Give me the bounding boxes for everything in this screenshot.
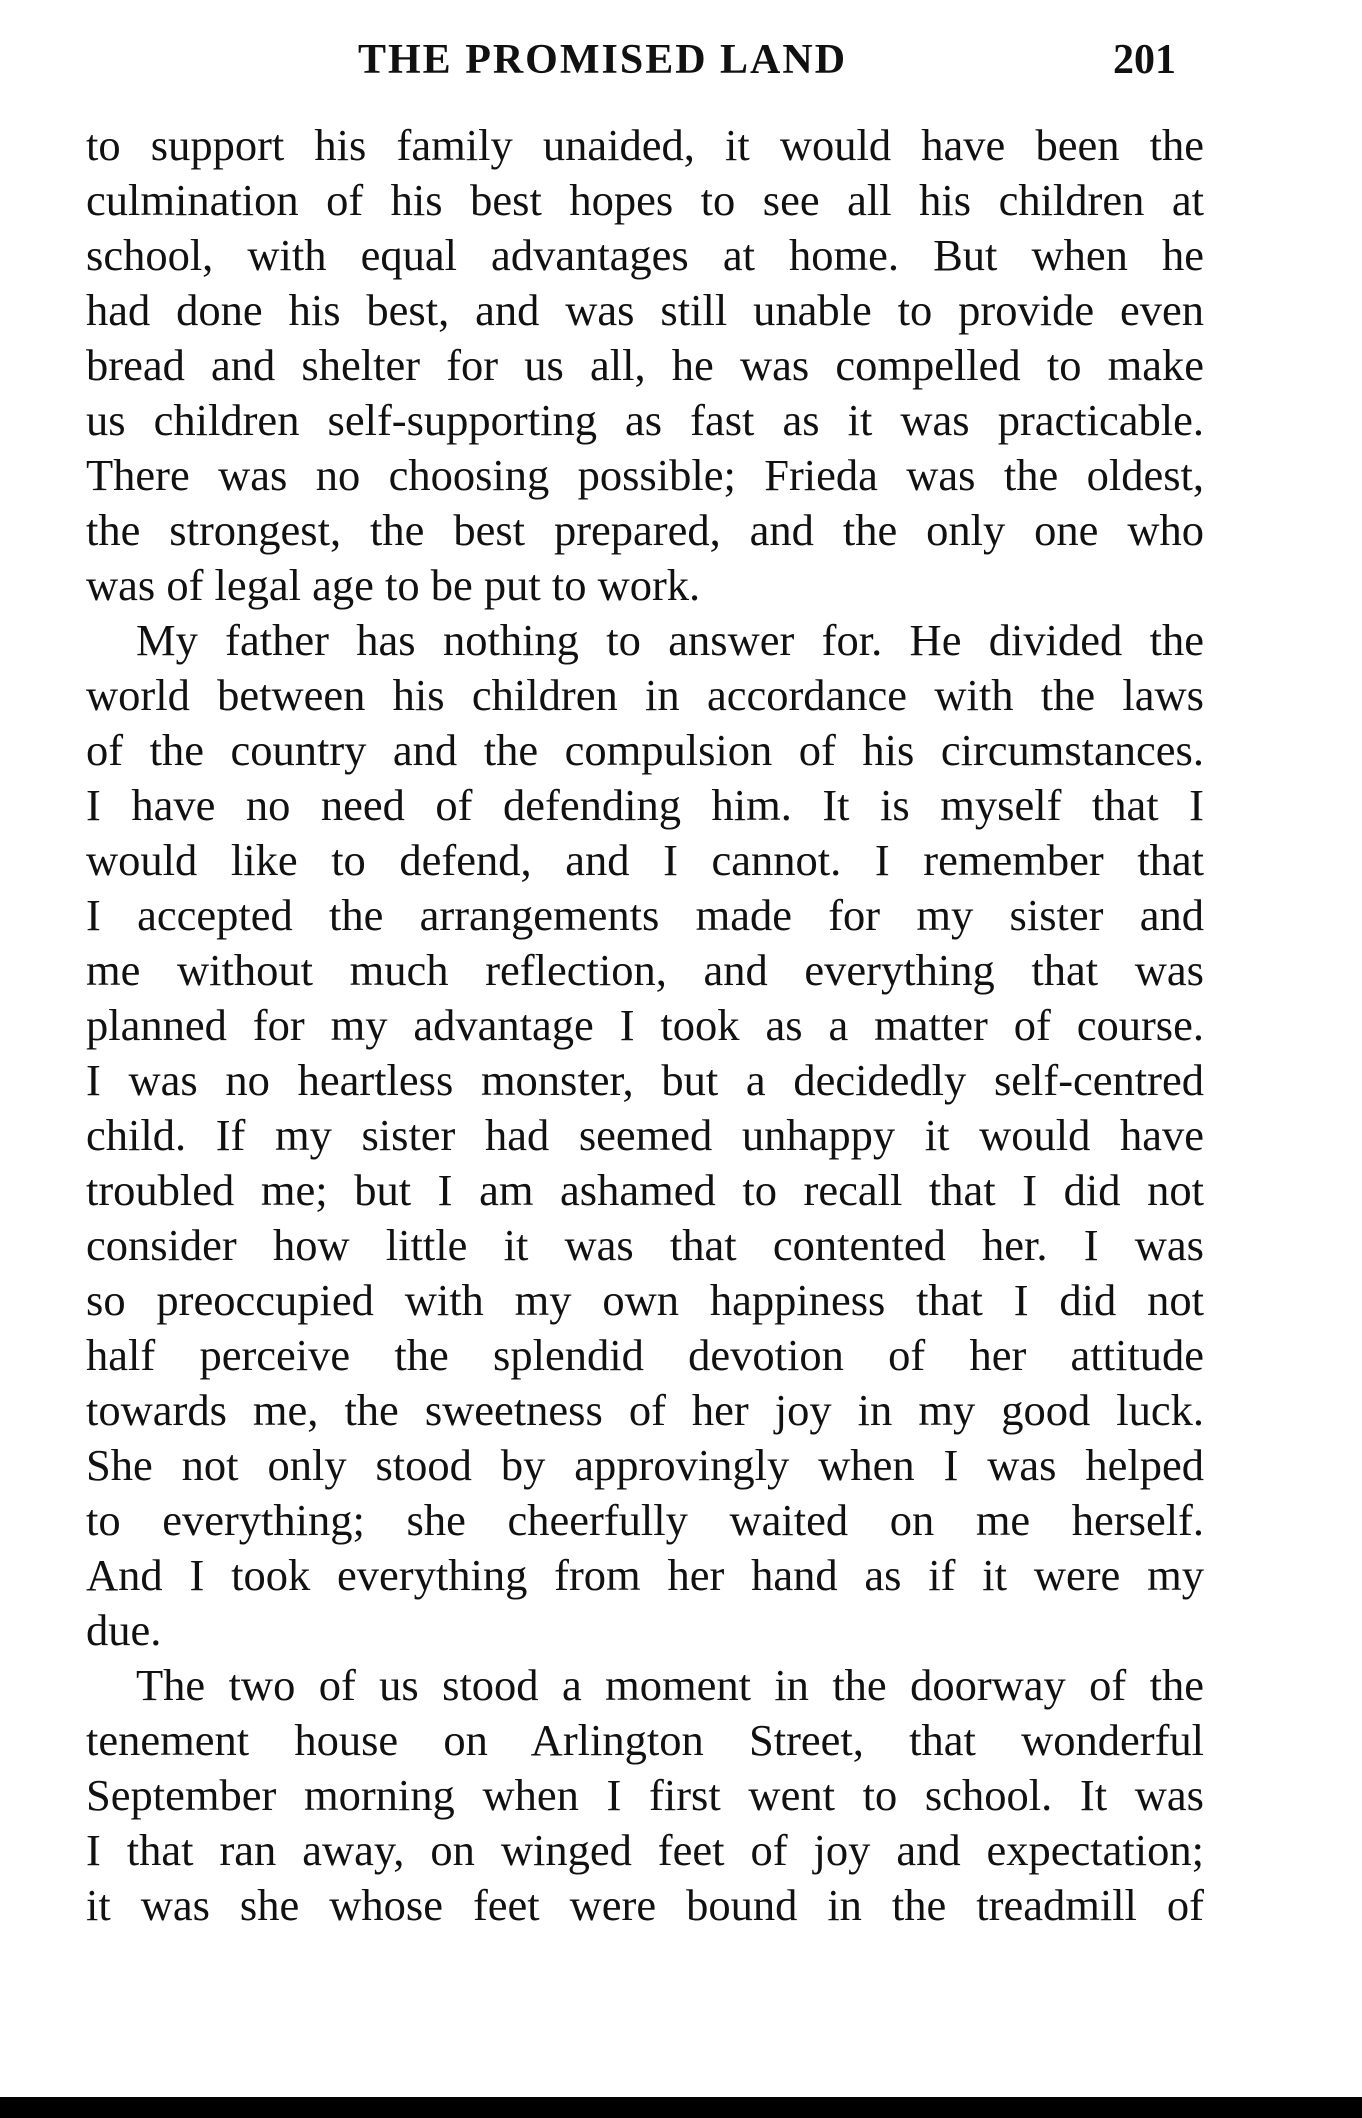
text-line: it was she whose feet were bound in the treadmill of bbox=[86, 1880, 1204, 1930]
text-line: of the country and the compulsion of his circumstances. bbox=[86, 725, 1204, 775]
paragraph-2 bbox=[86, 613, 1204, 1658]
text-line: bread and shelter for us all, he was compelled to make bbox=[86, 340, 1204, 390]
text-line: And I took everything from her hand as if it were my bbox=[86, 1550, 1204, 1600]
page-number: 201 bbox=[1113, 37, 1176, 83]
text-line: to everything; she cheerfully waited on me herself. bbox=[86, 1495, 1204, 1545]
paragraph-3 bbox=[86, 1658, 1204, 1933]
body-text bbox=[86, 118, 1204, 1933]
text-line: I that ran away, on winged feet of joy and expectation; bbox=[86, 1825, 1204, 1875]
text-line: tenement house on Arlington Street, that wonderful bbox=[86, 1715, 1204, 1765]
text-line: planned for my advantage I took as a matter of course. bbox=[86, 1000, 1204, 1050]
text-line: us children self-supporting as fast as it was practicable. bbox=[86, 395, 1204, 445]
text-line: I have no need of defending him. It is myself that I bbox=[86, 780, 1204, 830]
text-line: me without much reflection, and everything that was bbox=[86, 945, 1204, 995]
text-line: My father has nothing to answer for. He divided the bbox=[136, 615, 1204, 665]
text-line: to support his family unaided, it would have been the bbox=[86, 120, 1204, 170]
scan-bottom-edge bbox=[0, 2097, 1362, 2118]
text-line: towards me, the sweetness of her joy in my good luck. bbox=[86, 1385, 1204, 1435]
text-line: I was no heartless monster, but a decidedly self-centred bbox=[86, 1055, 1204, 1105]
text-line: The two of us stood a moment in the doorway of the bbox=[136, 1660, 1204, 1710]
running-header-title: THE PROMISED LAND bbox=[358, 37, 848, 83]
text-line: consider how little it was that contented her. I was bbox=[86, 1220, 1204, 1270]
paragraph-1 bbox=[86, 118, 1204, 613]
text-line: due. bbox=[86, 1605, 162, 1655]
text-line: school, with equal advantages at home. But when he bbox=[86, 230, 1204, 280]
text-line: so preoccupied with my own happiness that I did not bbox=[86, 1275, 1204, 1325]
text-line: the strongest, the best prepared, and the only one who bbox=[86, 505, 1204, 555]
text-line: child. If my sister had seemed unhappy it would have bbox=[86, 1110, 1204, 1160]
text-line: world between his children in accordance with the laws bbox=[86, 670, 1204, 720]
text-line: would like to defend, and I cannot. I remember that bbox=[86, 835, 1204, 885]
text-line: There was no choosing possible; Frieda was the oldest, bbox=[86, 450, 1204, 500]
text-line: September morning when I first went to school. It was bbox=[86, 1770, 1204, 1820]
text-line: I accepted the arrangements made for my sister and bbox=[86, 890, 1204, 940]
text-line: troubled me; but I am ashamed to recall that I did not bbox=[86, 1165, 1204, 1215]
text-line: half perceive the splendid devotion of her attitude bbox=[86, 1330, 1204, 1380]
text-line: culmination of his best hopes to see all his children at bbox=[86, 175, 1204, 225]
text-line: She not only stood by approvingly when I was helped bbox=[86, 1440, 1204, 1490]
text-line: had done his best, and was still unable to provide even bbox=[86, 285, 1204, 335]
text-line: was of legal age to be put to work. bbox=[86, 560, 701, 610]
